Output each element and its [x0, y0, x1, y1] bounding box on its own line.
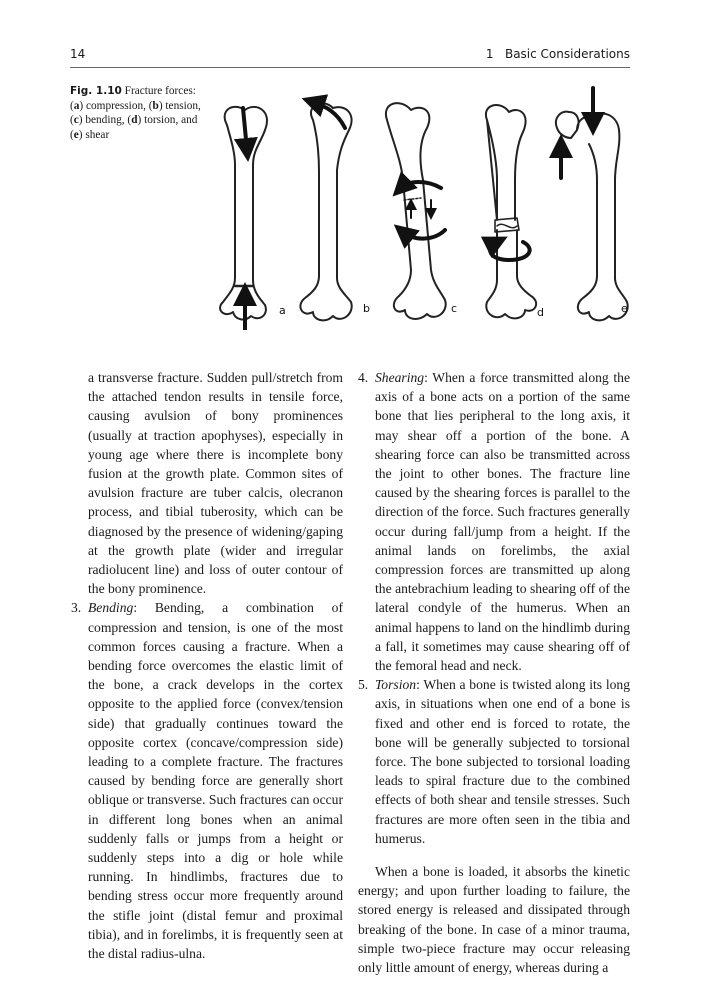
- figure-caption: [70, 84, 210, 142]
- panel-label-a: a: [279, 304, 286, 317]
- caption-segment: ) bending, (: [78, 114, 132, 127]
- left-column: [71, 368, 343, 963]
- item-number: 4.: [358, 370, 369, 385]
- caption-segment: d: [131, 114, 138, 127]
- compression-arrow-top: [243, 108, 247, 150]
- list-item-torsion: [358, 675, 630, 848]
- right-column: [358, 368, 630, 977]
- caption-segment: b: [152, 99, 159, 112]
- caption-segment: a: [73, 99, 80, 112]
- bending-arrow-bottom: [403, 230, 445, 239]
- item-term: Shearing: [375, 370, 425, 385]
- caption-segment: Fracture forces: (: [70, 85, 196, 112]
- item-text: : When a force transmitted along the axis of a bone acts on a portion of the same bone that lies peripheral to the long axis, it may shear off a portion of the bone. A shearing force can also be transmitted across the joint to other bones. The fracture line caused by the shearing forces is parallel to the direction of the force. Such fractures generally occur during fall/jump from a height. If the animal lands on forelimbs, the axial compression forces are transmitted up along the antebrachium leading to shearing off of the lateral condyle of the humerus. When an animal happens to land on the hindlimb during a fall, it sometimes may cause shearing off of the femoral head and neck.: [375, 370, 630, 674]
- figure-label: Fig. 1.10: [70, 85, 122, 97]
- fracture-forces-figure: [205, 80, 640, 330]
- item-text: : Bending, a combination of compression and tension, is one of the most common forces causing a fracture. When a bending force overcomes the elastic limit of the bone, a crack develops in the cortex opposite to the applied force (convex/tension side) that gradually continues toward the opposite cortex (concave/compression side) leading to a complete fracture. The fractures caused by bending force are generally short oblique or transverse. Such fractures can occur in different long bones when an animal suddenly falls or jumps from a height or suddenly steps into a dig or hole while running. In hindlimbs, fractures due to bending stress occur more frequently around the stifle joint (distal femur and proximal tibia), and in forelimbs, it is frequently seen at the distal radius-ulna.: [88, 600, 343, 962]
- caption-segment: ) shear: [78, 128, 110, 141]
- bone-c: [386, 103, 446, 319]
- bone-d: [486, 105, 526, 220]
- caption-segment: ) compression, (: [79, 99, 153, 112]
- list-item-shearing: [358, 368, 630, 675]
- panel-label-d: d: [537, 306, 544, 319]
- bone-e: [577, 113, 628, 320]
- fracture-line-d: [497, 224, 517, 227]
- running-header: 1 Basic Considerations: [485, 47, 630, 61]
- list-item-bending: [71, 598, 343, 963]
- bending-arrow-top: [401, 182, 441, 188]
- item-term: Torsion: [375, 677, 417, 693]
- caption-segment: ) torsion, and (: [70, 114, 198, 141]
- caption-segment: e: [73, 128, 79, 141]
- panel-label-e: e: [621, 302, 628, 315]
- caption-segment: ) tension, (: [70, 99, 201, 127]
- bone-a: [220, 107, 267, 320]
- panel-label-b: b: [363, 302, 370, 315]
- item-text: : When a bone is twisted along its long axis, in situations when one end of a bone is fixed and other end is forced to rotate, the bone will be generally subjected to torsional force. The bone subjected to torsional loading leads to spiral fracture due to the combined effects of both shear and tensile stresses. Such fractures are more often seen in the tibia and humerus.: [375, 677, 630, 846]
- item-term: Bending: [88, 600, 134, 616]
- continuation-text: a transverse fracture. Sudden pull/stretch from the attached tendon results in tensile force, causing avulsion of bony prominences (usually at traction apophyses), especially in young age where there is incomplete bony fusion at the growth plate. Common sites of avulsion fracture are tuber calcis, olecranon process, and tibial tuberosity, which can be diagnosed by the presence of widening/gaping at the growth plate (wider and irregular radiolucent line) and loss of outer contour of the bony prominence.: [88, 370, 343, 597]
- panel-label-c: c: [451, 302, 458, 315]
- item-number: 3.: [71, 600, 82, 616]
- caption-segment: c: [73, 114, 79, 127]
- header-rule: [70, 67, 630, 68]
- body-paragraph: When a bone is loaded, it absorbs the kinetic energy; and upon further loading to failure, the stored energy is released and dissipated through breaking of the bone. In case of a minor trauma, simple two-piece fracture may occur releasing only little amount of energy, whereas during a: [358, 864, 630, 976]
- page-number: 14: [70, 47, 86, 61]
- bone-e-head: [556, 112, 579, 138]
- item-number: 5.: [358, 677, 369, 693]
- bone-b: [300, 103, 351, 320]
- fracture-line-c: [404, 198, 421, 200]
